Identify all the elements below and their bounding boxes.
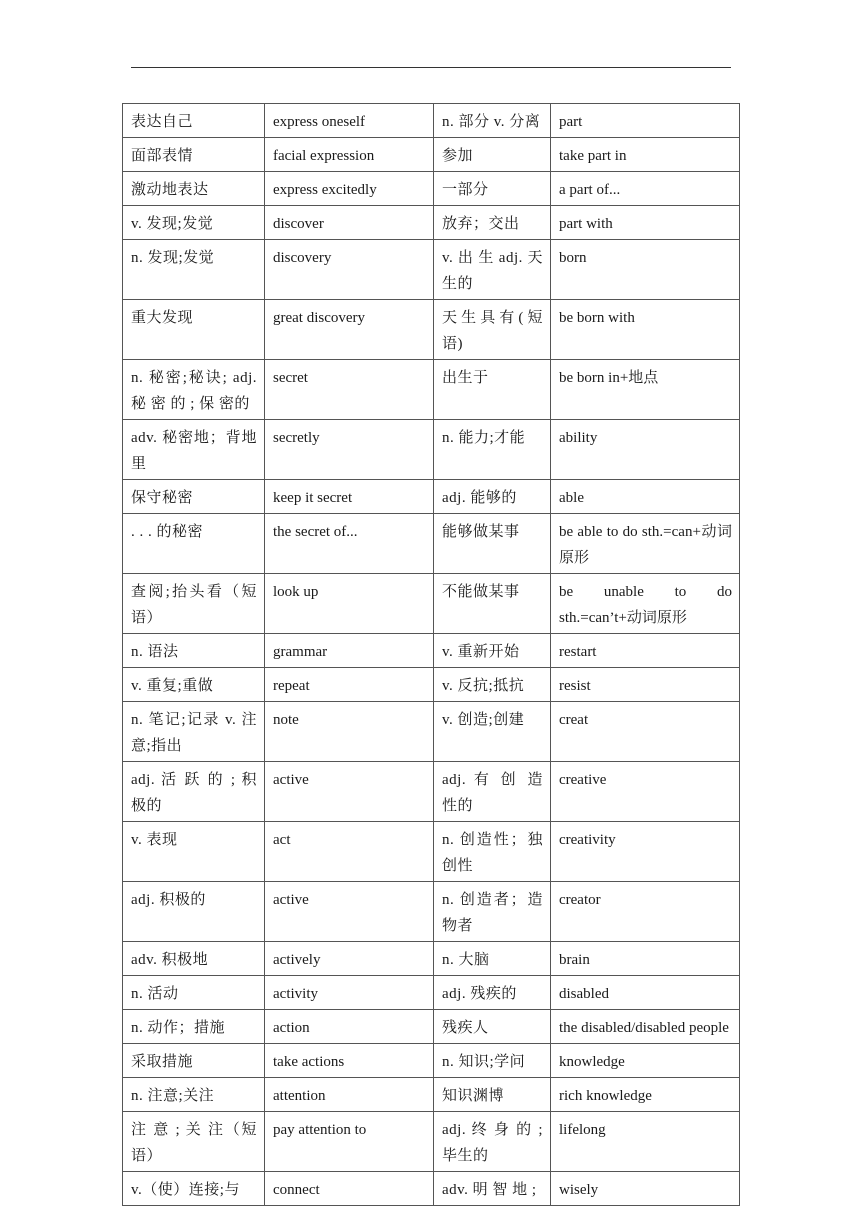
english-term-cell [551, 206, 740, 240]
chinese-term-text: v. 发现;发觉 [131, 216, 214, 232]
table-row [123, 360, 740, 420]
english-term-text: creativity [559, 832, 616, 848]
chinese-term-cell [123, 1172, 265, 1206]
english-term-cell [551, 882, 740, 942]
english-term-cell [265, 420, 434, 480]
english-term-text: disabled [559, 986, 609, 1002]
table-row [123, 822, 740, 882]
chinese-term-text: v.（使）连接;与 [131, 1182, 240, 1198]
english-term-cell [265, 942, 434, 976]
english-term-cell [551, 420, 740, 480]
chinese-term-text: v. 出 生 adj. 天生的 [442, 250, 543, 292]
chinese-term-cell [123, 762, 265, 822]
english-term-text: active [273, 892, 309, 908]
chinese-term-cell [434, 240, 551, 300]
chinese-term-text: n. 能力;才能 [442, 430, 526, 446]
chinese-term-cell [123, 702, 265, 762]
chinese-term-text: 注 意 ; 关 注（短语） [131, 1122, 257, 1164]
chinese-term-text: n. 发现;发觉 [131, 250, 215, 266]
chinese-term-cell [123, 104, 265, 138]
english-term-cell [551, 634, 740, 668]
english-term-cell [265, 138, 434, 172]
english-term-cell [265, 574, 434, 634]
english-term-text: knowledge [559, 1054, 625, 1070]
english-term-cell [551, 762, 740, 822]
table-row [123, 138, 740, 172]
chinese-term-cell [123, 514, 265, 574]
table-row [123, 1112, 740, 1172]
chinese-term-cell [434, 882, 551, 942]
english-term-text: take actions [273, 1054, 345, 1070]
english-term-text: creator [559, 892, 601, 908]
chinese-term-cell [123, 206, 265, 240]
english-term-text: the secret of... [273, 524, 358, 540]
chinese-term-text: adv. 明 智 地 ; [442, 1182, 537, 1198]
english-term-text: discover [273, 216, 324, 232]
chinese-term-cell [123, 1078, 265, 1112]
english-term-text: brain [559, 952, 590, 968]
chinese-term-text: 一部分 [442, 182, 489, 198]
english-term-cell [265, 240, 434, 300]
phrase-suffix-text: 动词原形 [626, 609, 687, 626]
chinese-term-cell [123, 240, 265, 300]
chinese-term-text: n. 活动 [131, 986, 179, 1002]
chinese-term-cell [123, 172, 265, 206]
english-term-text: attention [273, 1088, 326, 1104]
chinese-term-text: 采取措施 [131, 1054, 194, 1070]
chinese-term-cell [434, 514, 551, 574]
chinese-term-cell [434, 1112, 551, 1172]
chinese-term-text: adj. 活 跃 的 ; 积 极的 [131, 772, 257, 814]
table-row [123, 480, 740, 514]
english-term-cell [265, 976, 434, 1010]
english-term-text: born [559, 250, 587, 266]
english-term-text: part [559, 114, 583, 130]
english-term-text: secretly [273, 430, 320, 446]
table-row [123, 420, 740, 480]
english-term-cell [265, 1078, 434, 1112]
chinese-term-cell [434, 1078, 551, 1112]
english-term-cell [551, 104, 740, 138]
chinese-term-cell [123, 976, 265, 1010]
chinese-term-text: n. 部分 v. 分离 [442, 114, 541, 130]
chinese-term-text: 残疾人 [442, 1020, 489, 1036]
chinese-term-cell [434, 574, 551, 634]
english-term-text: restart [559, 644, 597, 660]
chinese-term-cell [434, 172, 551, 206]
chinese-term-text: adj. 终 身 的 ; 毕生的 [442, 1122, 543, 1164]
english-term-cell [551, 1044, 740, 1078]
english-term-cell [265, 1010, 434, 1044]
chinese-term-text: v. 重新开始 [442, 644, 520, 660]
english-term-text: a part of... [559, 182, 621, 198]
english-term-cell [265, 882, 434, 942]
table-row [123, 1172, 740, 1206]
chinese-term-cell [434, 206, 551, 240]
english-term-cell [551, 1010, 740, 1044]
english-term-cell [551, 1078, 740, 1112]
header-rule [131, 67, 731, 68]
chinese-term-text: n. 知识;学问 [442, 1054, 526, 1070]
chinese-term-cell [434, 1044, 551, 1078]
english-term-cell [265, 702, 434, 762]
chinese-term-cell [123, 360, 265, 420]
chinese-term-cell [123, 138, 265, 172]
english-term-cell [551, 976, 740, 1010]
chinese-term-cell [434, 942, 551, 976]
chinese-term-text: 查阅;抬头看（短语） [131, 584, 257, 626]
english-term-text: be able to do sth.=can+ [559, 524, 701, 540]
chinese-term-text: adj. 积极的 [131, 892, 206, 908]
chinese-term-cell [434, 420, 551, 480]
english-term-text: activity [273, 986, 318, 1002]
chinese-term-cell [434, 138, 551, 172]
chinese-term-text: n. 注意;关注 [131, 1088, 215, 1104]
english-term-cell [265, 822, 434, 882]
english-term-cell [265, 668, 434, 702]
english-term-text: active [273, 772, 309, 788]
english-term-text: express excitedly [273, 182, 377, 198]
english-term-cell [265, 172, 434, 206]
chinese-term-text: 出生于 [442, 370, 489, 386]
english-term-text: take part in [559, 148, 627, 164]
table-row [123, 1044, 740, 1078]
english-term-text: facial expression [273, 148, 375, 164]
english-term-cell [551, 360, 740, 420]
chinese-term-cell [434, 762, 551, 822]
english-term-cell [265, 514, 434, 574]
english-term-text: look up [273, 584, 319, 600]
table-row [123, 702, 740, 762]
chinese-term-text: n. 秘密;秘诀; adj. 秘 密 的 ; 保 密的 [131, 370, 257, 412]
chinese-term-text: n. 动作；措施 [131, 1020, 226, 1036]
table-row [123, 172, 740, 206]
english-term-cell [551, 702, 740, 762]
phrase-suffix-text: 动词原形 [559, 523, 732, 566]
english-term-text: be unable to do sth.=can’t+ [559, 584, 732, 626]
vocabulary-table-body [123, 104, 740, 1206]
chinese-term-cell [434, 360, 551, 420]
english-term-text: note [273, 712, 299, 728]
chinese-term-text: 知识渊博 [442, 1088, 505, 1104]
chinese-term-text: 激动地表达 [131, 182, 209, 198]
chinese-term-text: v. 重复;重做 [131, 678, 214, 694]
english-term-text: ability [559, 430, 598, 446]
english-term-cell [551, 942, 740, 976]
chinese-term-cell [434, 976, 551, 1010]
chinese-term-cell [123, 1044, 265, 1078]
chinese-term-cell [434, 104, 551, 138]
english-term-text: express oneself [273, 114, 366, 130]
chinese-term-text: 能够做某事 [442, 524, 520, 540]
english-term-cell [551, 138, 740, 172]
english-term-cell [551, 574, 740, 634]
chinese-term-text: n. 笔记;记录 v. 注意;指出 [131, 712, 257, 754]
english-term-text: rich knowledge [559, 1088, 652, 1104]
english-term-text: secret [273, 370, 308, 386]
table-row [123, 300, 740, 360]
chinese-term-cell [123, 668, 265, 702]
chinese-term-text: 保守秘密 [131, 490, 194, 506]
english-term-cell [551, 480, 740, 514]
english-term-cell [265, 300, 434, 360]
english-term-cell [551, 822, 740, 882]
chinese-term-cell [434, 668, 551, 702]
chinese-term-cell [123, 420, 265, 480]
chinese-term-cell [123, 574, 265, 634]
english-term-text: creative [559, 772, 607, 788]
english-term-text: be born with [559, 310, 635, 326]
chinese-term-text: n. 创造性；独创性 [442, 832, 543, 874]
english-term-text: repeat [273, 678, 310, 694]
chinese-term-cell [123, 942, 265, 976]
english-term-text: the disabled/disabled people [559, 1020, 729, 1036]
english-term-cell [265, 104, 434, 138]
chinese-term-cell [434, 634, 551, 668]
chinese-term-text: v. 表现 [131, 832, 178, 848]
english-term-text: discovery [273, 250, 332, 266]
chinese-term-text: . . . 的秘密 [131, 524, 204, 540]
english-term-text: lifelong [559, 1122, 606, 1138]
chinese-term-cell [123, 1010, 265, 1044]
english-term-text: actively [273, 952, 321, 968]
chinese-term-text: n. 大脑 [442, 952, 490, 968]
english-term-cell [265, 206, 434, 240]
chinese-term-text: 天生具有(短语) [442, 310, 543, 352]
chinese-term-cell [434, 702, 551, 762]
chinese-term-text: v. 创造;创建 [442, 712, 525, 728]
table-row [123, 104, 740, 138]
english-term-cell [551, 172, 740, 206]
chinese-term-cell [434, 1010, 551, 1044]
chinese-term-text: adj. 有 创 造 性的 [442, 772, 543, 814]
english-term-cell [265, 480, 434, 514]
english-term-text: act [273, 832, 291, 848]
english-term-text: pay attention to [273, 1122, 367, 1138]
table-row [123, 762, 740, 822]
chinese-term-cell [434, 480, 551, 514]
chinese-term-cell [123, 882, 265, 942]
english-term-cell [265, 1112, 434, 1172]
table-row [123, 240, 740, 300]
chinese-term-text: 放弃；交出 [442, 216, 520, 232]
vocabulary-table [122, 103, 740, 1206]
chinese-term-text: adv. 秘密地；背地里 [131, 430, 257, 472]
table-row [123, 942, 740, 976]
chinese-term-cell [123, 1112, 265, 1172]
table-row [123, 514, 740, 574]
table-row [123, 206, 740, 240]
table-row [123, 1010, 740, 1044]
english-term-cell [265, 360, 434, 420]
english-term-cell [265, 762, 434, 822]
chinese-term-cell [123, 480, 265, 514]
english-term-text: part with [559, 216, 613, 232]
english-term-cell [551, 668, 740, 702]
english-term-text: resist [559, 678, 591, 694]
english-term-text: be born in+ [559, 370, 629, 386]
chinese-term-cell [123, 822, 265, 882]
table-row [123, 882, 740, 942]
chinese-term-cell [434, 1172, 551, 1206]
english-term-text: action [273, 1020, 310, 1036]
english-term-cell [551, 514, 740, 574]
table-row [123, 574, 740, 634]
chinese-term-text: n. 创造者；造物者 [442, 892, 543, 934]
chinese-term-text: adj. 能够的 [442, 490, 517, 506]
english-term-cell [265, 1172, 434, 1206]
chinese-term-text: 表达自己 [131, 114, 194, 130]
english-term-text: great discovery [273, 310, 366, 326]
chinese-term-cell [434, 822, 551, 882]
chinese-term-text: n. 语法 [131, 644, 179, 660]
english-term-cell [551, 240, 740, 300]
chinese-term-text: 参加 [442, 148, 474, 164]
chinese-term-text: 面部表情 [131, 148, 194, 164]
table-row [123, 668, 740, 702]
chinese-term-text: v. 反抗;抵抗 [442, 678, 525, 694]
english-term-cell [551, 1172, 740, 1206]
table-row [123, 976, 740, 1010]
english-term-text: wisely [559, 1182, 599, 1198]
english-term-cell [551, 300, 740, 360]
phrase-suffix-text: 地点 [628, 369, 659, 386]
chinese-term-cell [123, 300, 265, 360]
english-term-text: keep it secret [273, 490, 353, 506]
english-term-cell [265, 1044, 434, 1078]
table-row [123, 1078, 740, 1112]
table-row [123, 634, 740, 668]
english-term-text: able [559, 490, 584, 506]
english-term-text: creat [559, 712, 589, 728]
english-term-text: connect [273, 1182, 320, 1198]
chinese-term-cell [434, 300, 551, 360]
chinese-term-text: adv. 积极地 [131, 952, 209, 968]
english-term-cell [265, 634, 434, 668]
chinese-term-text: 重大发现 [131, 310, 194, 326]
chinese-term-text: 不能做某事 [442, 584, 520, 600]
english-term-cell [551, 1112, 740, 1172]
chinese-term-text: adj. 残疾的 [442, 986, 517, 1002]
english-term-text: grammar [273, 644, 328, 660]
chinese-term-cell [123, 634, 265, 668]
